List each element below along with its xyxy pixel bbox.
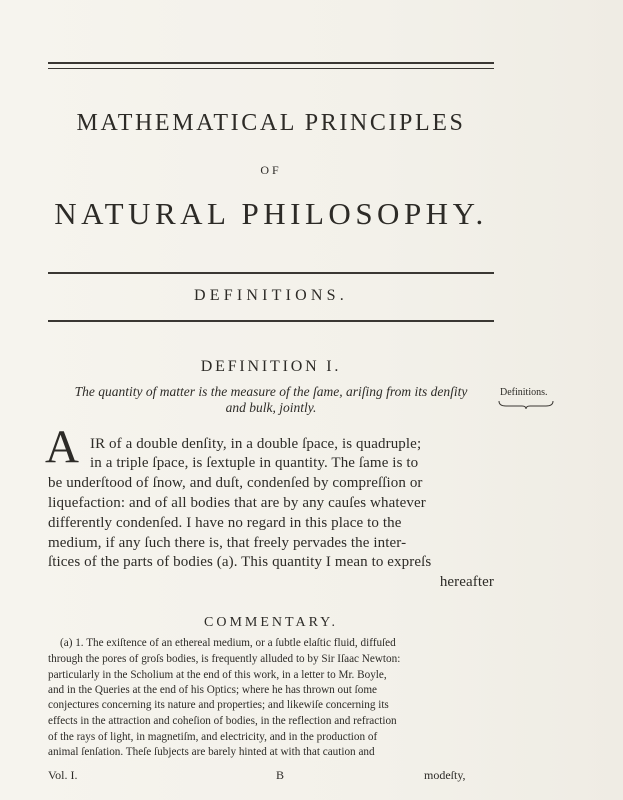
commentary-line: animal ſenſation. Theſe ſubjects are barely hinted at with that caution and [48, 746, 375, 758]
rule-below-section [48, 320, 494, 322]
title-of: OF [260, 163, 282, 177]
definition-text-line-1: The quantity of matter is the measure of the ſame, ariſing from its denſity [74, 384, 468, 399]
body-line: be underſtood of ſnow, and duſt, condenſed by compreſſion or [48, 475, 423, 491]
drop-cap: A [45, 421, 79, 473]
definition-text-line-2: and bulk, jointly. [225, 400, 317, 415]
body-line: hereafter [439, 574, 494, 590]
footer-signature: B [276, 768, 285, 782]
body-line: differently condenſed. I have no regard in this place to the [48, 515, 402, 531]
body-line: in a triple ſpace, is ſextuple in quantity. The ſame is to [90, 455, 419, 471]
title-line-1: MATHEMATICAL PRINCIPLES [76, 110, 466, 136]
commentary-line: effects in the attraction and coheſion of bodies, in the reflection and refraction [48, 715, 397, 727]
footer-catchword: modeſty, [424, 768, 466, 782]
commentary-line: through the pores of groſs bodies, is frequently alluded to by Sir Iſaac Newton: [48, 653, 401, 665]
body-line: liquefaction: and of all bodies that are by any cauſes whatever [48, 495, 426, 511]
body-line: medium, if any ſuch there is, that freely pervades the inter- [48, 535, 407, 551]
top-double-rule [48, 62, 494, 69]
footer-volume: Vol. I. [48, 768, 78, 782]
margin-note: Definitions. [500, 387, 548, 398]
section-title: DEFINITIONS. [194, 287, 348, 304]
margin-brace-icon [498, 400, 554, 410]
commentary-line: (a) 1. The exiſtence of an ethereal medium, or a ſubtle elaſtic fluid, diffuſed [60, 637, 396, 649]
rule-above-section [48, 272, 494, 274]
title-line-2: NATURAL PHILOSOPHY. [54, 196, 488, 231]
commentary-line: and in the Queries at the end of his Optics; where he has thrown out ſome [48, 684, 378, 696]
definition-heading: DEFINITION I. [200, 358, 342, 375]
commentary-heading: COMMENTARY. [204, 615, 338, 630]
commentary-line: particularly in the Scholium at the end of this work, in a letter to Mr. Boyle, [48, 669, 387, 681]
body-line: IR of a double denſity, in a double ſpace, is quadruple; [90, 436, 422, 452]
commentary-line: of the rays of light, in magnetiſm, and electricity, and in the production of [48, 731, 378, 743]
body-line: ſtices of the parts of bodies (a). This quantity I mean to expreſs [48, 554, 432, 570]
commentary-line: conjectures concerning its nature and properties; and likewiſe concerning its [48, 699, 389, 711]
